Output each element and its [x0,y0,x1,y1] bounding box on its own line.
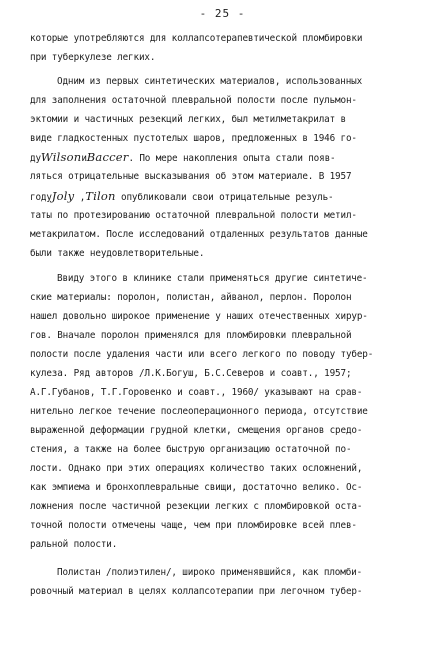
text-fragment: и [81,153,87,164]
handwritten-author-name: Tilon [85,189,116,203]
page-number: - 25 - [199,7,246,20]
text-line: для заполнения остаточной плевральной полости после пульмон- [30,95,357,106]
text-line: нашел довольно широкое применение у наших отечественных хирур- [30,311,368,322]
text-line: ложнения после частичной резекции легких с пломбировкой оста- [30,501,363,512]
handwritten-author-name: Wilson [40,150,82,164]
text-line: Ввиду этого в клинике стали применяться другие синтетиче- [57,273,368,284]
handwritten-author-name: Baccer [86,150,129,164]
text-line: ские материалы: поролон, полистан, айванол, перлон. Поролон [30,292,352,303]
text-line: гов. Вначале поролон применялся для пломбировки плевральной [30,330,352,341]
text-line: таты по протезированию остаточной плевральной полости метил- [30,210,357,221]
text-line: как эмпиема и бронхоплевральные свищи, достаточно велико. Ос- [30,482,363,493]
text-line: кулеза. Ряд авторов /Л.К.Богуш, Б.С.Северов и соавт., 1957; [30,368,352,379]
text-line: Одним из первых синтетических материалов, использованных [57,76,363,87]
text-line: при туберкулезе легких. [30,52,156,63]
text-line-mixed [30,151,335,165]
text-line: ровочный материал в целях коллапсотерапии при легочном тубер- [30,586,363,597]
text-line: эктомии и частичных резекций легких, был метилметакрилат в [30,114,346,125]
text-line-mixed [30,190,333,204]
handwritten-author-name: Joly [51,189,75,203]
text-line: Полистан /полиэтилен/, широко применявшийся, как пломби- [57,567,363,578]
text-line: точной полости отмечены чаще, чем при пломбировке всей плев- [30,520,357,531]
text-fragment: опубликовали свои отрицательные резуль- [115,192,334,203]
text-line: ральной полости. [30,539,118,550]
text-fragment: ду [30,153,41,164]
text-fragment: . По мере накопления опыта стали появ- [128,153,336,164]
text-line: которые употребляются для коллапсотерапевтической пломбировки [30,33,363,44]
text-line: нительно легкое течение послеоперационного периода, отсутствие [30,406,368,417]
text-line: полости после удаления части или всего легкого по поводу тубер- [30,349,374,360]
text-line: стения, а также на более быструю организацию остаточной по- [30,444,352,455]
text-line: были также неудовлетворительные. [30,248,205,259]
text-line: виде гладкостенных пустотелых шаров, предложенных в 1946 го- [30,133,357,144]
text-fragment: году [30,192,52,203]
text-line: ляться отрицательные высказывания об этом материале. В 1957 [30,171,352,182]
text-line: А.Г.Губанов, Т.Г.Горовенко и соавт., 1960/ указывают на срав- [30,387,363,398]
text-fragment: , [74,192,86,203]
text-line: лости. Однако при этих операциях количество таких осложнений, [30,463,363,474]
text-line: метакрилатом. После исследований отдаленных результатов данные [30,229,368,240]
text-line: выраженной деформации грудной клетки, смещения органов средо- [30,425,363,436]
